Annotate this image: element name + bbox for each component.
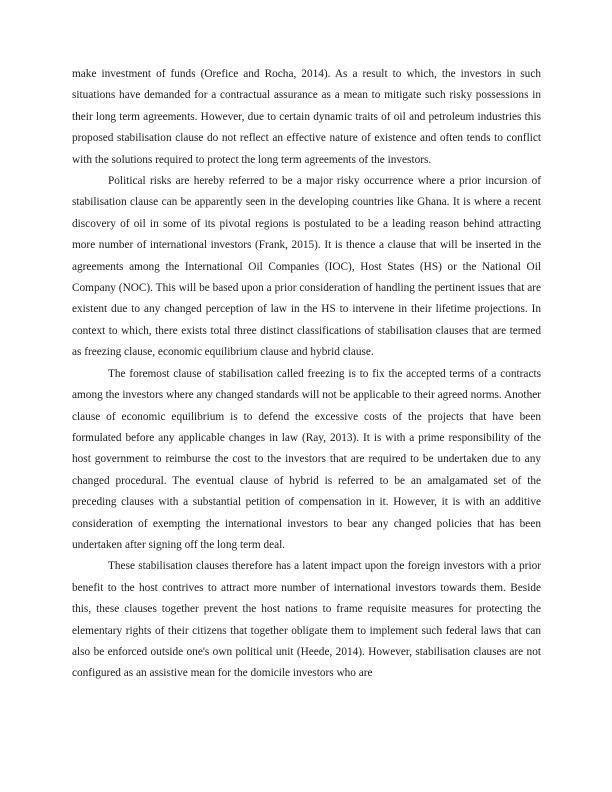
paragraph-freezing-clause: The foremost clause of stabilisation called freezing is to fix the accepted terms of a contracts among the investors where any changed standards will not be applicable to their agreed norms. Another clause of economic equilibrium is to defend the excessive costs of the projects that have been formulated before any applicable changes in law (Ray, 2013). It is with a prime responsibility of the host government to reimburse the cost to the investors that are required to be undertaken due to any changed procedural. The eventual clause of hybrid is referred to be an amalgamated set of the preceding clauses with a substantial petition of compensation in it. However, it is with an additive consideration of exempting the international investors to bear any changed policies that has been undertaken after signing off the long term deal.	[72, 367, 541, 551]
paragraph-continuation: make investment of funds (Orefice and Rocha, 2014). As a result to which, the investors in such situations have demanded for a contractual assurance as a mean to mitigate such risky possessions in their long term agreements. However, due to certain dynamic traits of oil and petroleum industries this proposed stabilisation clause do not reflect an effective nature of existence and often tends to conflict with the solutions required to protect the long term agreements of the investors.	[72, 68, 541, 166]
paragraph-political-risks: Political risks are hereby referred to be a major risky occurrence where a prior incursion of stabilisation clause can be apparently seen in the developing countries like Ghana. It is where a recent discovery of oil in some of its pivotal regions is postulated to be a leading reason behind attracting more number of international investors (Frank, 2015). It is thence a clause that will be inserted in the agreements among the International Oil Companies (IOC), Host States (HS) or the National Oil Company (NOC). This will be based upon a prior consideration of handling the pertinent issues that are existent due to any changed perception of law in the HS to intervene in their lifetime projections. In context to which, there exists total three distinct classifications of stabilisation clauses that are termed as freezing clause, economic equilibrium clause and hybrid clause.	[72, 175, 541, 359]
paragraph-latent-impact: These stabilisation clauses therefore has a latent impact upon the foreign investors with a prior benefit to the host contrives to attract more number of international investors towards them. Beside this, these clauses together prevent the host nations to frame requisite measures for protecting the elementary rights of their citizens that together obligate them to implement such federal laws that can also be enforced outside one's own political unit (Heede, 2014). However, stabilisation clauses are not configured as an assistive mean for the domicile investors who are	[72, 560, 541, 680]
document-body	[72, 64, 541, 685]
